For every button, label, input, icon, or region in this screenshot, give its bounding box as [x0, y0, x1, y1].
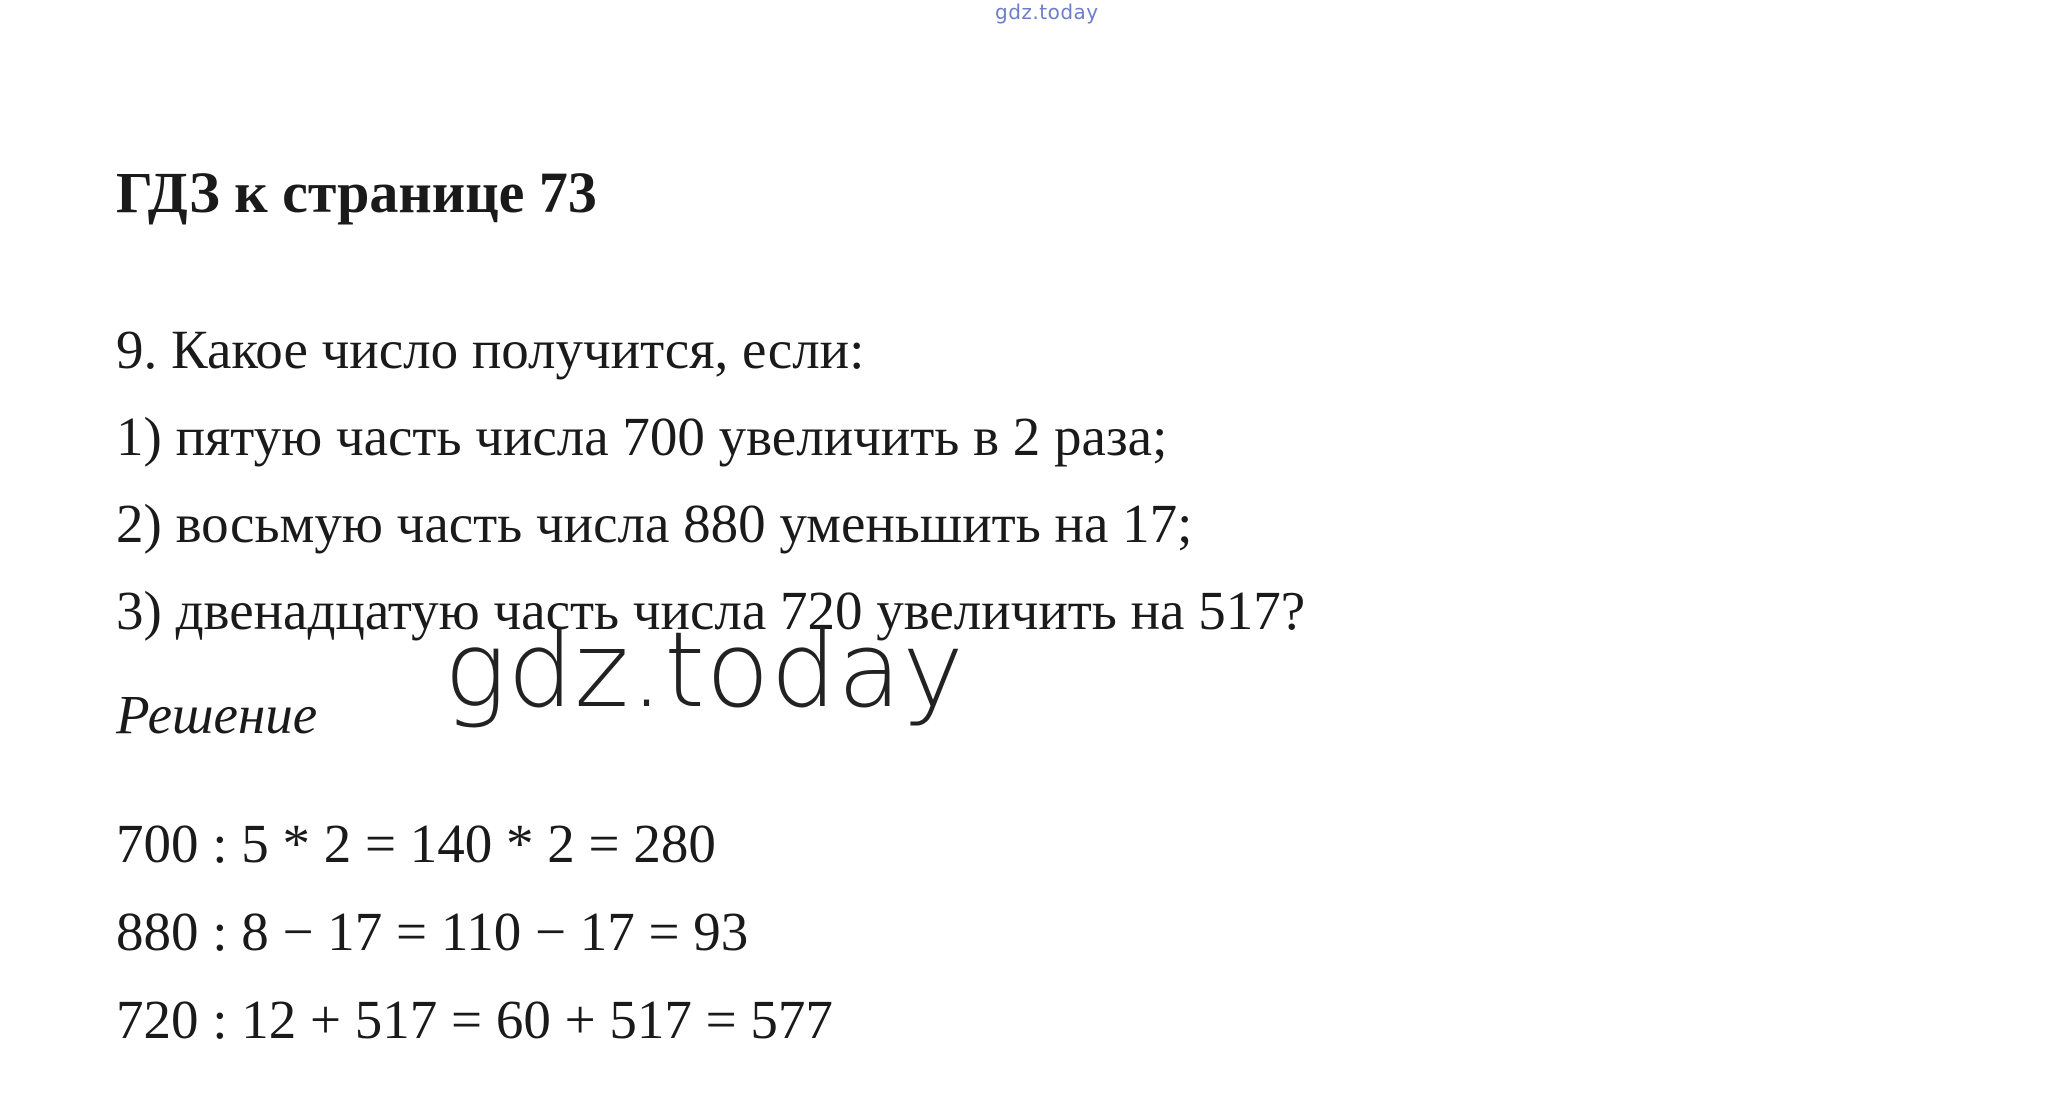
- solution-line-1: 700 : 5 * 2 = 140 * 2 = 280: [116, 813, 716, 874]
- task-item-1: 1) пятую часть числа 700 увеличить в 2 раза;: [116, 406, 1168, 467]
- solution-block: [116, 800, 833, 1064]
- page-title: ГДЗ к странице 73: [116, 160, 597, 225]
- task-item-2: 2) восьмую часть числа 880 уменьшить на 17;: [116, 493, 1193, 554]
- top-watermark: gdz.today: [995, 0, 1099, 24]
- task-item-3: 3) двенадцатую часть числа 720 увеличить на 517?: [116, 580, 1306, 641]
- site-watermark: gdz.today: [444, 609, 965, 731]
- task-statement: [116, 306, 1305, 654]
- solution-line-2: 880 : 8 − 17 = 110 − 17 = 93: [116, 901, 749, 962]
- solution-line-3: 720 : 12 + 517 = 60 + 517 = 577: [116, 989, 833, 1050]
- solution-heading: Решение: [116, 684, 318, 745]
- task-question: 9. Какое число получится, если:: [116, 319, 865, 380]
